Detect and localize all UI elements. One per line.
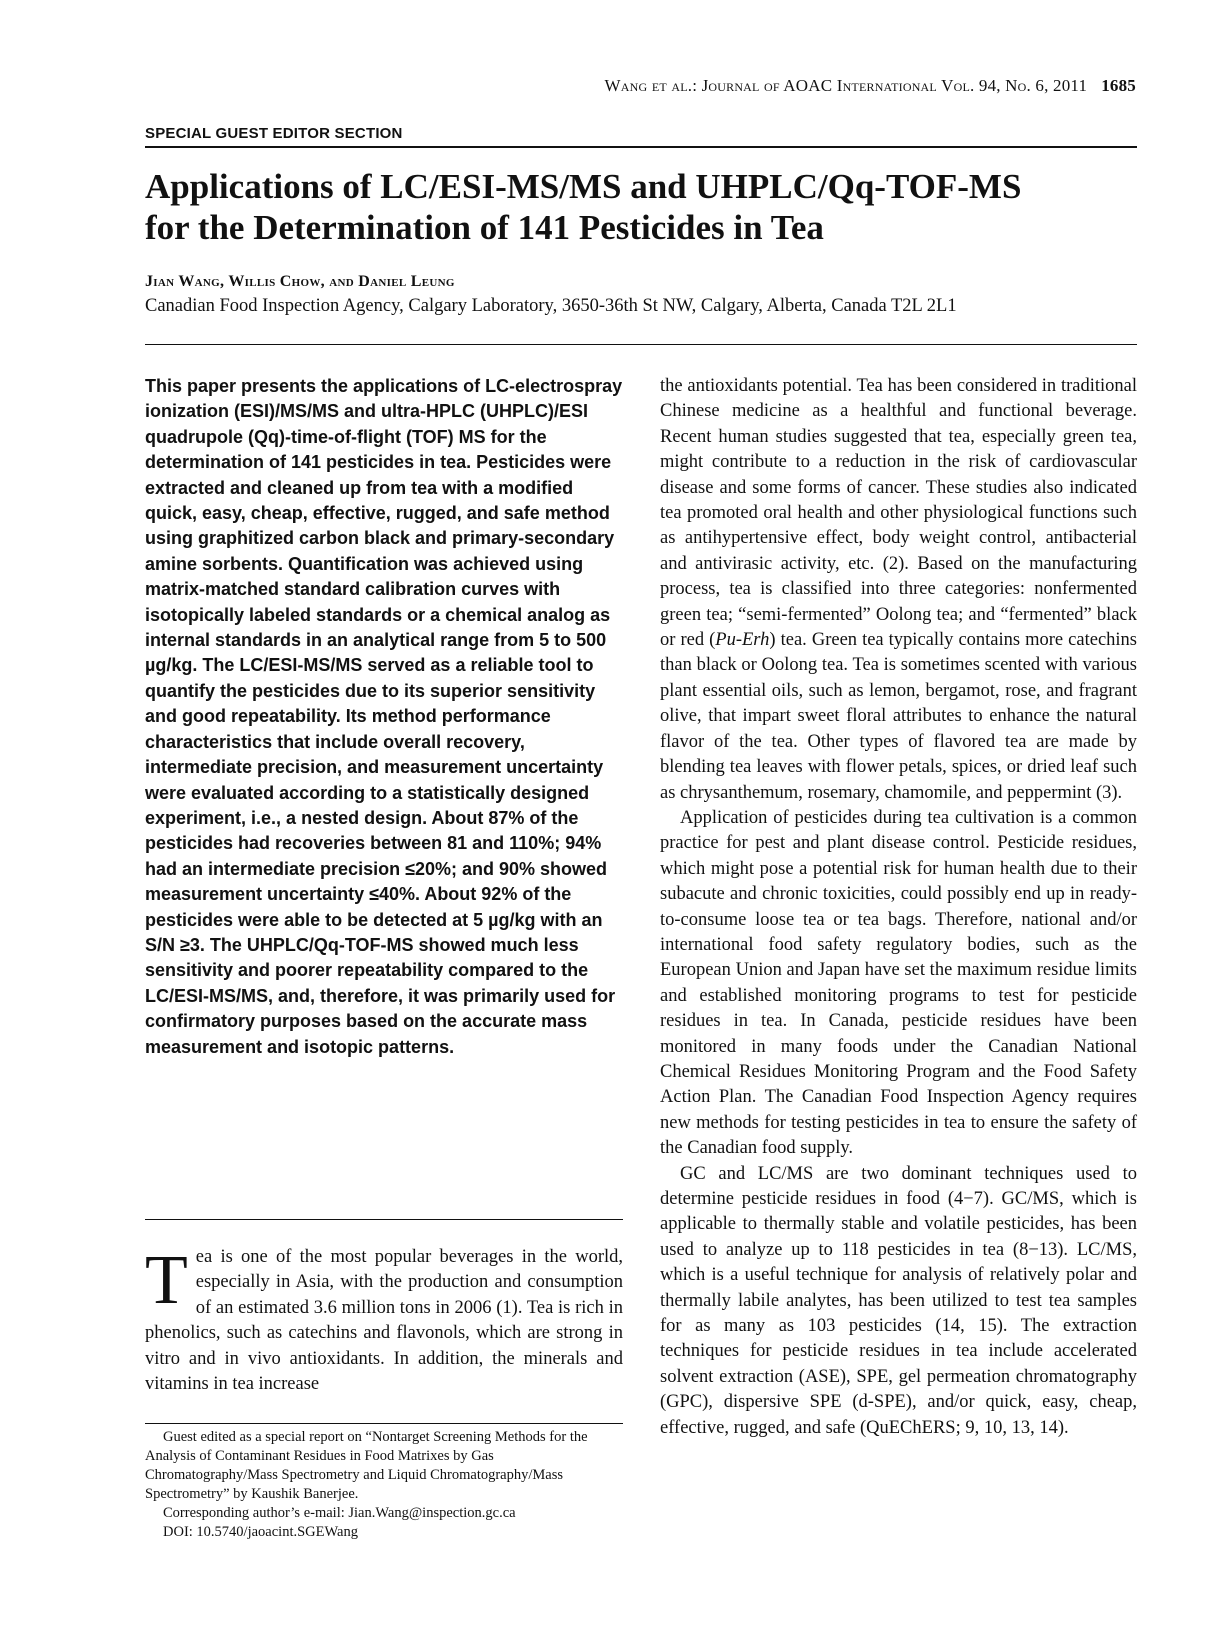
header-rule — [145, 146, 1137, 148]
article-title — [145, 166, 1135, 248]
footnote-rule — [145, 1423, 623, 1424]
title-block-rule — [145, 344, 1137, 345]
running-header — [605, 76, 1136, 96]
abstract: This paper presents the applications of LC-electrospray ionization (ESI)/MS/MS and ultra-HPLC (UHPLC)/ESI quadrupole (Qq)-time-of-flight (TOF) MS for the determination of 141 pesticides in tea. Pesticides were extracted and cleaned up from tea with a modified quick, easy, cheap, effective, rugged, and safe method using graphitized carbon black and primary-secondary amine sorbents. Quantification was achieved using matrix-matched standard calibration curves with isotopically labeled standards or a chemical analog as internal standards in an analytical range from 5 to 500 µg/kg. The LC/ESI-MS/MS served as a reliable tool to quantify the pesticides due to its superior sensitivity and good repeatability. Its method performance characteristics that include overall recovery, intermediate precision, and measurement uncertainty were evaluated according to a statistically designed experiment, i.e., a nested design. About 87% of the pesticides had recoveries between 81 and 110%; 94% had an intermediate precision ≤20%; and 90% showed measurement uncertainty ≤40%. About 92% of the pesticides were able to be detected at 5 µg/kg with an S/N ≥3. The UHPLC/Qq-TOF-MS showed much less sensitivity and poorer repeatability compared to the LC/ESI-MS/MS, and, therefore, it was primarily used for confirmatory purposes based on the accurate mass measurement and isotopic patterns. — [145, 376, 623, 1057]
intro-text: ea is one of the most popular beverages in the world, especially in Asia, with the production and consumption of an estimated 3.6 million tons in 2006 (1). Tea is rich in phenolics, such as catechins and flavonols, which are strong in vitro and in vivo antioxidants. In addition, the minerals and vitamins in tea increase — [145, 1247, 623, 1395]
footnote-doi: DOI: 10.5740/jaoacint.SGEWang — [163, 1524, 358, 1540]
right-p1-after: ) tea. Green tea typically contains more catechins than black or Oolong tea. Tea is sometimes scented with various plant essential oils, such as lemon, bergamot, rose, and fragrant olive, that impart sweet floral attributes to enhance the natural flavor of the tea. Other types of flavored tea are made by blending tea leaves with flower petals, spices, or dried leaf such as chrysanthemum, rosemary, chamomile, and peppermint (3). — [660, 630, 1137, 803]
dropcap: T — [145, 1242, 188, 1319]
right-p1-italic: Pu-Erh — [715, 630, 770, 651]
intro-paragraph — [145, 1242, 623, 1397]
affiliation: Canadian Food Inspection Agency, Calgary Laboratory, 3650-36th St NW, Calgary, Alberta, Canada T2L 2L1 — [145, 296, 957, 316]
right-paragraph-2: Application of pesticides during tea cultivation is a common practice for pest and plant disease control. Pesticide residues, which might pose a potential risk for human health due to their subacute and chronic toxicities, could possibly end up in ready-to-consume loose tea or tea bags. Therefore, national and/or international food safety regulatory bodies, such as the European Union and Japan have set the maximum residue limits and established monitoring programs to test for pesticide residues in tea. In Canada, pesticide residues have been monitored in many foods under the Canadian National Chemical Residues Monitoring Program and the Food Safety Action Plan. The Canadian Food Inspection Agency requires new methods for testing pesticides in tea to ensure the safety of the Canadian food supply. — [660, 807, 1137, 1159]
abstract-rule — [145, 1219, 623, 1220]
footnote-corresponding-author: Corresponding author’s e-mail: Jian.Wang@inspection.gc.ca — [163, 1505, 516, 1521]
footnote — [145, 1428, 623, 1542]
title-line-2: for the Determination of 141 Pesticides in Tea — [145, 208, 824, 247]
right-paragraph-3: GC and LC/MS are two dominant techniques used to determine pesticide residues in food (4−7). GC/MS, which is applicable to thermally stable and volatile pesticides, has been used to analyze up to 118 pesticides in tea (8−13). LC/MS, which is a useful technique for analysis of relatively polar and thermally labile analytes, has been utilized to test tea samples for as many as 103 pesticides (14, 15). The extraction techniques for pesticide residues in tea include accelerated solvent extraction (ASE), SPE, gel permeation chromatography (GPC), dispersive SPE (d-SPE), and/or quick, easy, cheap, effective, rugged, and safe (QuEChERS; 9, 10, 13, 14). — [660, 1163, 1137, 1438]
right-p1-before: the antioxidants potential. Tea has been considered in traditional Chinese medicine as a healthful and functional beverage. Recent human studies suggested that tea, especially green tea, might contribute to a reduction in the risk of cardiovascular disease and some forms of cancer. These studies also indicated tea promoted oral health and other physiological functions such as antihypertensive effect, body weight control, antibacterial and antivirasic activity, etc. (2). Based on the manufacturing process, tea is classified into three categories: nonfermented green tea; “semi-fermented” Oolong tea; and “fermented” black or red ( — [660, 376, 1137, 651]
footnote-guest-edited: Guest edited as a special report on “Nontarget Screening Methods for the Analysis of Contaminant Residues in Food Matrixes by Gas Chromatography/Mass Spectrometry and Liquid Chromatography/Mass Spectrometry” by Kaushik Banerjee. — [145, 1429, 588, 1502]
running-title: Wang et al.: Journal of AOAC International Vol. 94, No. 6, 2011 — [604, 76, 1088, 95]
page-number: 1685 — [1101, 76, 1136, 95]
title-line-1: Applications of LC/ESI-MS/MS and UHPLC/Qq-TOF-MS — [145, 167, 1022, 206]
right-column — [660, 374, 1137, 1441]
section-label: SPECIAL GUEST EDITOR SECTION — [145, 125, 403, 142]
right-paragraph-1 — [660, 374, 1137, 806]
authors: Jian Wang, Willis Chow, and Daniel Leung — [145, 273, 455, 290]
